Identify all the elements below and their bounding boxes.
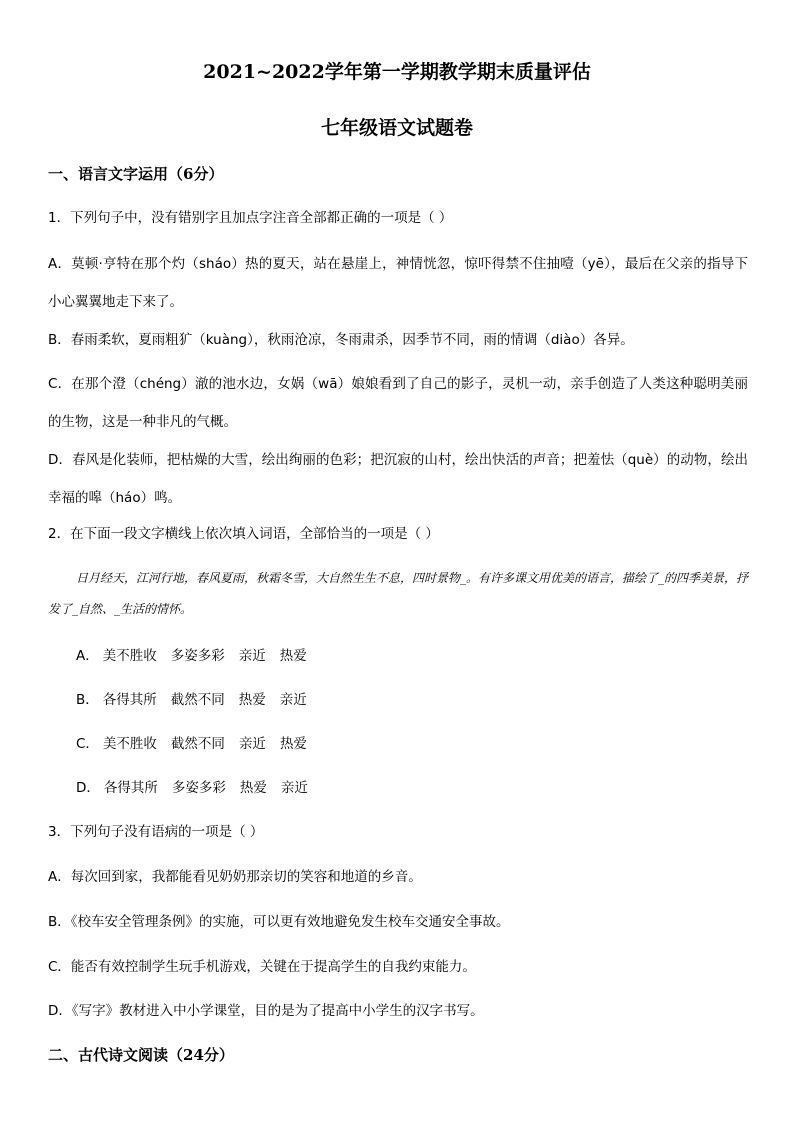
option-label: D．	[76, 780, 100, 796]
question-3-option-d: D．《写字》教材进入中小学课堂，目的是为了提高中小学生的汉字书写。	[48, 1003, 484, 1019]
option-word: 亲近	[280, 780, 308, 796]
question-3-option-c: C．能否有效控制学生玩手机游戏，关键在于提高学生的自我约束能力。	[48, 959, 476, 975]
option-word: 美不胜收	[102, 736, 157, 752]
option-word: 美不胜收	[102, 648, 157, 664]
option-word: 热爱	[239, 780, 267, 796]
question-3-option-a: A．每次回到家，我都能看见奶奶那亲切的笑容和地道的乡音。	[48, 869, 422, 885]
option-word: 热爱	[279, 648, 307, 664]
option-word: 热爱	[238, 692, 266, 708]
section-heading-language-use: 一、语言文字运用（6分）	[48, 165, 224, 183]
option-word: 各得其所	[102, 692, 157, 708]
option-word: 亲近	[279, 692, 307, 708]
option-word: 多姿多彩	[171, 780, 226, 796]
option-label: A．	[76, 648, 99, 664]
option-word: 亲近	[238, 736, 266, 752]
option-word: 热爱	[279, 736, 307, 752]
question-3-stem: 3．下列句子没有语病的一项是（ ）	[48, 824, 264, 840]
option-word: 亲近	[238, 648, 266, 664]
question-1-option-c: C．在那个澄（chéng）澈的池水边，女娲（wā）娘娘看到了自己的影子，灵机一动，亲手创造了人类这种聪明美丽的生物，这是一种非凡的气概。	[48, 376, 748, 430]
question-3-option-b: B．《校车安全管理条例》的实施，可以更有效地避免发生校车交通安全事故。	[48, 914, 510, 930]
exam-title: 2021~2022学年第一学期教学期末质量评估	[203, 61, 591, 83]
question-2-passage: 日月经天，江河行地，春风夏雨，秋霜冬雪，大自然生生不息，四时景物_。有许多课文用优美的语言，描绘了_的四季美景，抒发了_自然、_生活的情怀。	[48, 571, 749, 616]
question-2-option-c	[76, 734, 321, 754]
question-1-option-a: A．莫顿·亨特在那个灼（sháo）热的夏天，站在悬崖上，神情恍忽，惊吓得禁不住抽噎（yē），最后在父亲的指导下小心翼翼地走下来了。	[48, 256, 748, 310]
option-word: 截然不同	[170, 736, 225, 752]
question-1-stem: 1．下列句子中，没有错别字且加点字注音全部都正确的一项是（ ）	[48, 210, 453, 226]
question-2-stem: 2．在下面一段文字横线上依次填入词语，全部恰当的一项是（ ）	[48, 526, 439, 542]
option-label: B．	[76, 692, 99, 708]
option-word: 多姿多彩	[170, 648, 225, 664]
section-heading-classical-reading: 二、古代诗文阅读（24分）	[48, 1046, 234, 1064]
option-label: C．	[76, 736, 99, 752]
exam-subtitle: 七年级语文试题卷	[320, 117, 473, 139]
question-2-option-a	[76, 646, 321, 666]
question-2-option-d	[76, 778, 322, 798]
option-word: 各得其所	[103, 780, 158, 796]
option-word: 截然不同	[170, 692, 225, 708]
question-2-option-b	[76, 690, 321, 710]
question-1-option-d: D．春风是化装师，把枯燥的大雪，绘出绚丽的色彩；把沉寂的山村，绘出快活的声音；把羞怯（què）的动物，绘出幸福的嗥（háo）鸣。	[48, 452, 748, 506]
question-1-option-b: B．春雨柔软，夏雨粗犷（kuàng），秋雨沧凉，冬雨肃杀，因季节不同，雨的情调（diào）各异。	[48, 332, 634, 348]
